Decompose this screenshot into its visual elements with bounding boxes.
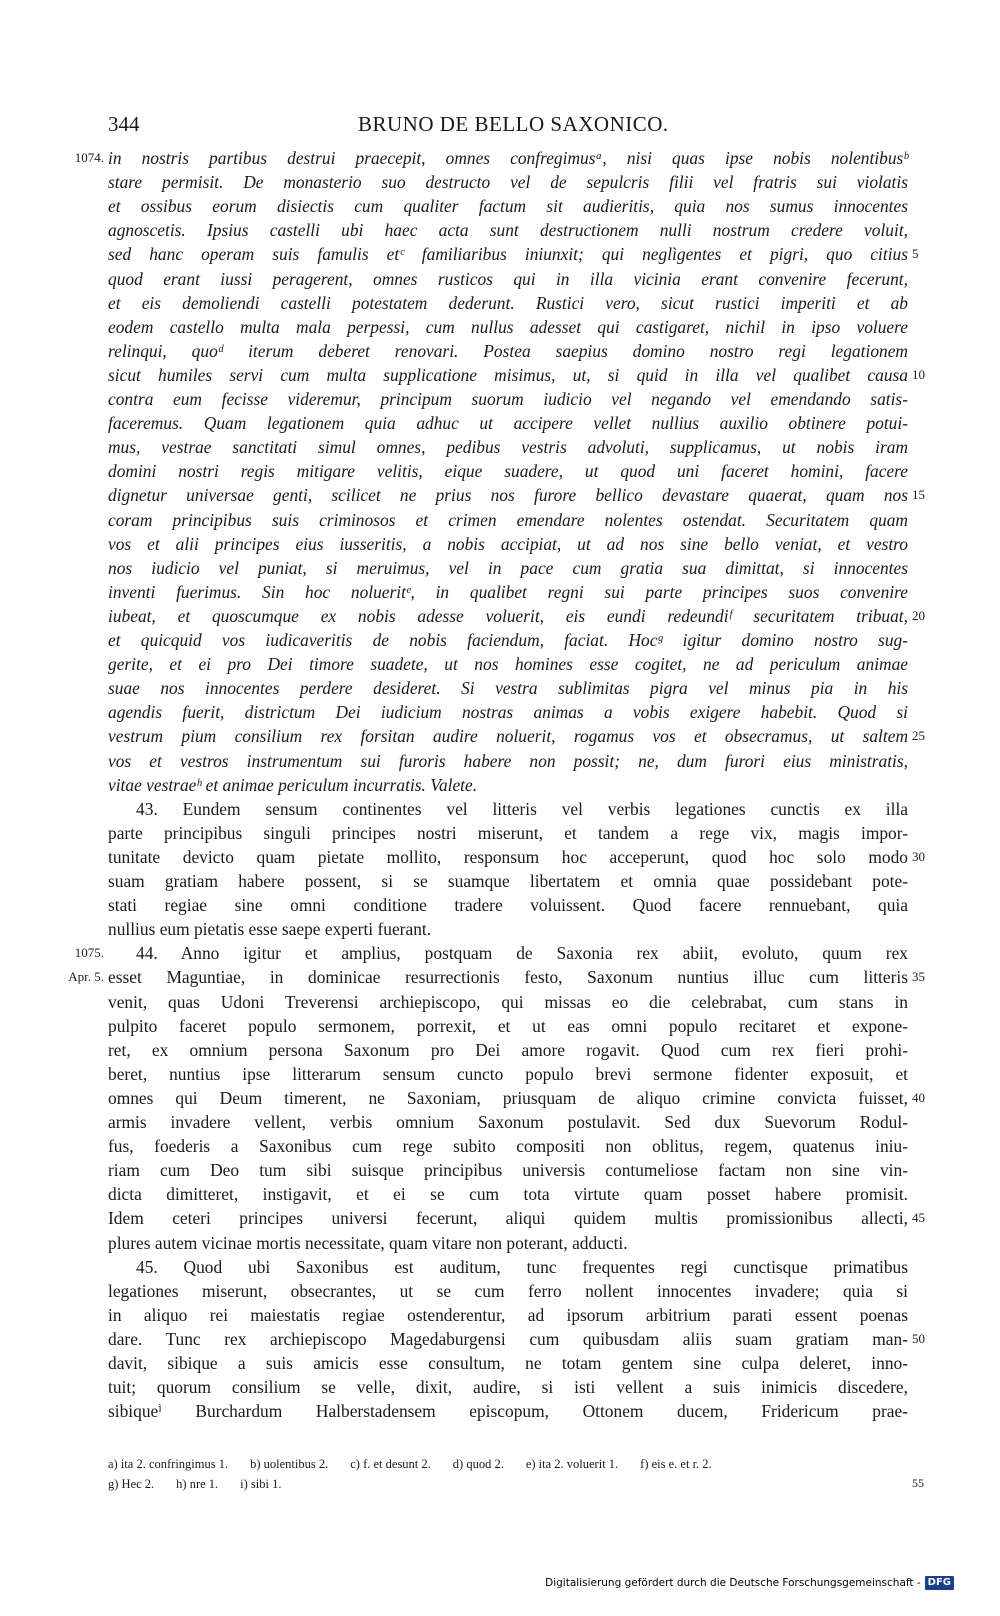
text-line: vitae vestraeʰ et animae periculum incurratis. Valete. — [108, 774, 478, 795]
text-line: fus, foederis a Saxonibus cum rege subito compositi non oblitus, regem, quatenus iniu- — [108, 1136, 908, 1157]
text-line: agendis fuerit, districtum Dei iudicium nostras animas a vobis exigere habebit. Quod si — [108, 702, 908, 723]
text-line: contra eum fecisse videremur, principum suorum iudicio vel negando vel emendando satis- — [108, 389, 908, 409]
text-line: esset Maguntiae, in dominicae resurrectionis festo, Saxonum nuntius illuc cum litteris — [108, 967, 908, 988]
line-number: 25 — [912, 728, 925, 744]
text-line: vos et vestros instrumentum sui furoris habere non possit; ne, dum furori eius ministratis, — [108, 750, 908, 771]
text-line: gerite, et ei pro Dei timore suadete, ut nos homines esse cogitet, ne ad periculum animae — [108, 654, 908, 675]
text-line: inventi fuerimus. Sin hoc nolueritᵉ, in qualibet regni sui parte principes suos convenire — [108, 581, 908, 602]
text-line: pulpito faceret populo sermonem, porrexit, et ut eas omni populo recitaret et expone- — [108, 1015, 908, 1036]
text-line: faceremus. Quam legationem quia adhuc ut accipere vellet nullius auxilio obtinere potui- — [108, 413, 908, 434]
page-number: 344 — [108, 112, 140, 136]
line-number: 30 — [912, 848, 925, 864]
text-line: sibiqueⁱ Burchardum Halberstadensem episcopum, Ottonem ducem, Fridericum prae- — [108, 1401, 908, 1422]
margin-date: 1075. — [74, 945, 104, 961]
footnote-line-2 — [108, 1474, 908, 1494]
footnote: d) quod 2. — [452, 1457, 504, 1471]
line-number: 45 — [912, 1210, 925, 1226]
text-line: sed hanc operam suis famulis etᶜ familiaribus iniunxit; qui neglìgentes et pigri, quo citius — [108, 244, 908, 265]
text-line: relinqui, quoᵈ iterum deberet renovari. Postea saepius domino nostro regi legationem — [108, 340, 908, 361]
text-line: sicut humiles servi cum multa supplicatione misimus, ut, si quid in illa vel qualibet causa — [108, 364, 908, 385]
credit-text: Digitalisierung gefördert durch die Deutsche Forschungsgemeinschaft - — [545, 1577, 921, 1589]
text-line: legationes miserunt, obsecrantes, ut se cum ferro nollent innocentes invadere; quia si — [108, 1280, 908, 1301]
text-line: suam gratiam habere possent, si se suamque libertatem et omnia quae possidebant pote- — [108, 871, 908, 891]
text-line: et quicquid vos iudicaveritis de nobis faciendum, faciat. Hocᵍ igitur domino nostro sug- — [108, 630, 908, 650]
line-number: 20 — [912, 607, 925, 623]
footnote: i) sibi 1. — [240, 1477, 282, 1491]
text-line: parte principibus singuli principes nostri miserunt, et tandem a rege vix, magis impor- — [108, 822, 908, 843]
text-line: davit, sibique a suis amicis esse consultum, ne totam gentem sine culpa deleret, inno- — [108, 1353, 908, 1373]
margin-date: Apr. 5. — [68, 969, 104, 985]
line-number: 5 — [912, 246, 919, 262]
running-title: BRUNO DE BELLO SAXONICO. — [358, 112, 669, 136]
text-line: et ossibus eorum disiectis cum qualiter factum sit audieritis, quia nos sumus innocentes — [108, 196, 908, 217]
dfg-logo: DFG — [925, 1576, 954, 1590]
text-line: vestrum pium consilium rex forsitan audire noluerit, rogamus vos et obsecramus, ut saltem — [108, 726, 908, 747]
footnote: e) ita 2. voluerit 1. — [525, 1457, 619, 1471]
text-line: ret, ex omnium persona Saxonum pro Dei amore rogavit. Quod cum rex fieri prohi- — [108, 1039, 908, 1060]
text-line: dicta dimitteret, instigavit, et ei se cum tota virtute quam posset habere promisit. — [108, 1184, 908, 1205]
text-line: in aliquo rei maiestatis regiae ostenderentur, ad ipsorum arbitrium parati essent poenas — [108, 1304, 908, 1325]
footnote: f) eis e. et r. 2. — [640, 1457, 712, 1471]
line-number: 15 — [912, 487, 925, 503]
text-line: stare permisit. De monasterio suo destructo vel de sepulcris filii vel fratris sui violatis — [108, 172, 908, 193]
line-number: 50 — [912, 1330, 925, 1346]
page-header — [108, 112, 908, 142]
text-line: dignetur universae genti, scilicet ne prius nos furore bellico devastare quaerat, quam nos — [108, 485, 908, 506]
text-line: stati regiae sine omni conditione tradere voluissent. Quod facere rennuebant, quia — [108, 895, 908, 916]
text-line: eodem castello multa mala perpessi, cum nullus adesset qui castigaret, nichil in ipso voluere — [108, 316, 908, 337]
text-line: riam cum Deo tum sibi suisque principibus universis contumeliose factam non sine vin- — [108, 1160, 908, 1181]
text-line: armis invadere vellent, verbis omnium Saxonum postulavit. Sed dux Suevorum Rodul- — [108, 1112, 908, 1132]
text-line: in nostris partibus destrui praecepit, omnes confregimusᵃ, nisi quas ipse nobis nolentibusᵇ — [108, 148, 908, 168]
line-number: 40 — [912, 1089, 925, 1105]
text-line: venit, quas Udoni Treverensi archiepiscopo, qui missas eo die celebrabat, cum stans in — [108, 991, 908, 1012]
text-line: tunitate devicto quam pietate mollito, responsum hoc acceperunt, quod hoc solo modo — [108, 846, 908, 867]
text-line: Idem ceteri principes universi fecerunt, aliqui quidem multis promissionibus allecti, — [108, 1208, 908, 1229]
text-line: beret, nuntius ipse litterarum sensum cuncto populo brevi sermone fidenter exposuit, et — [108, 1063, 908, 1084]
footnotes — [108, 1454, 908, 1494]
line-number: 10 — [912, 366, 925, 382]
footnote-line-1 — [108, 1454, 908, 1474]
footnote: h) nre 1. — [176, 1477, 219, 1491]
footnote: a) ita 2. confringimus 1. — [108, 1457, 229, 1471]
text-line: 44. Anno igitur et amplius, postquam de Saxonia rex abiit, evoluto, quum rex — [136, 943, 908, 964]
text-line: iubeat, et quoscumque ex nobis adesse voluerit, eis eundi redeundiᶠ securitatem tribuat, — [108, 605, 908, 626]
text-line: omnes qui Deum timerent, ne Saxoniam, priusquam de aliquo crimine convicta fuisset, — [108, 1087, 908, 1108]
text-line: domini nostri regis mitigare velitis, eique suadere, ut quod uni faceret homini, facere — [108, 461, 908, 482]
text-line: et eis demoliendi castelli potestatem dederunt. Rustici vero, sicut rustici imperiti et ab — [108, 292, 908, 313]
text-line: 45. Quod ubi Saxonibus est auditum, tunc frequentes regi cunctisque primatibus — [136, 1256, 908, 1277]
footnote-margin-number: 55 — [912, 1476, 924, 1490]
text-line: dare. Tunc rex archiepiscopo Magedaburgensi cum quibusdam aliis suam gratiam man- — [108, 1328, 908, 1349]
line-number: 35 — [912, 969, 925, 985]
footnote: c) f. et desunt 2. — [350, 1457, 431, 1471]
text-line: quod erant iussi peragerent, omnes rusticos qui in illa vicinia erant convenire fecerunt, — [108, 268, 908, 289]
text-line: vos et alii principes eius iusseritis, a nobis accipiat, ut ad nos sine bello veniat, et vestro — [108, 533, 908, 554]
text-line: suae nos innocentes perdere desideret. Si vestra sublimitas pigra vel minus pia in his — [108, 678, 908, 699]
text-line: 43. Eundem sensum continentes vel litteris vel verbis legationes cunctis ex illa — [136, 798, 908, 819]
text-line: agnoscetis. Ipsius castelli ubi haec acta sunt destructionem nulli nostrum credere voluit, — [108, 220, 908, 241]
text-line: plures autem vicinae mortis necessitate, quam vitare non poterant, adducti. — [108, 1232, 628, 1253]
text-line: nullius eum pietatis esse saepe experti fuerant. — [108, 919, 432, 940]
margin-date: 1074. — [74, 150, 104, 165]
digitization-credit — [545, 1576, 954, 1590]
footnote: g) Hec 2. — [108, 1477, 155, 1491]
footnote: b) uolentibus 2. — [250, 1457, 329, 1471]
text-line: coram principibus suis criminosos et crimen emendare nolentes ostendat. Securitatem quam — [108, 509, 908, 530]
text-line: mus, vestrae sanctitati simul omnes, pedibus vestris advoluti, supplicamus, ut nobis iram — [108, 437, 908, 458]
text-line: nos iudicio vel puniat, si meruimus, vel in pace cum gratia sua dimittat, si innocentes — [108, 557, 908, 578]
text-line: tuit; quorum consilium se velle, dixit, audire, si isti vellent a suis inimicis discedere, — [108, 1377, 908, 1398]
